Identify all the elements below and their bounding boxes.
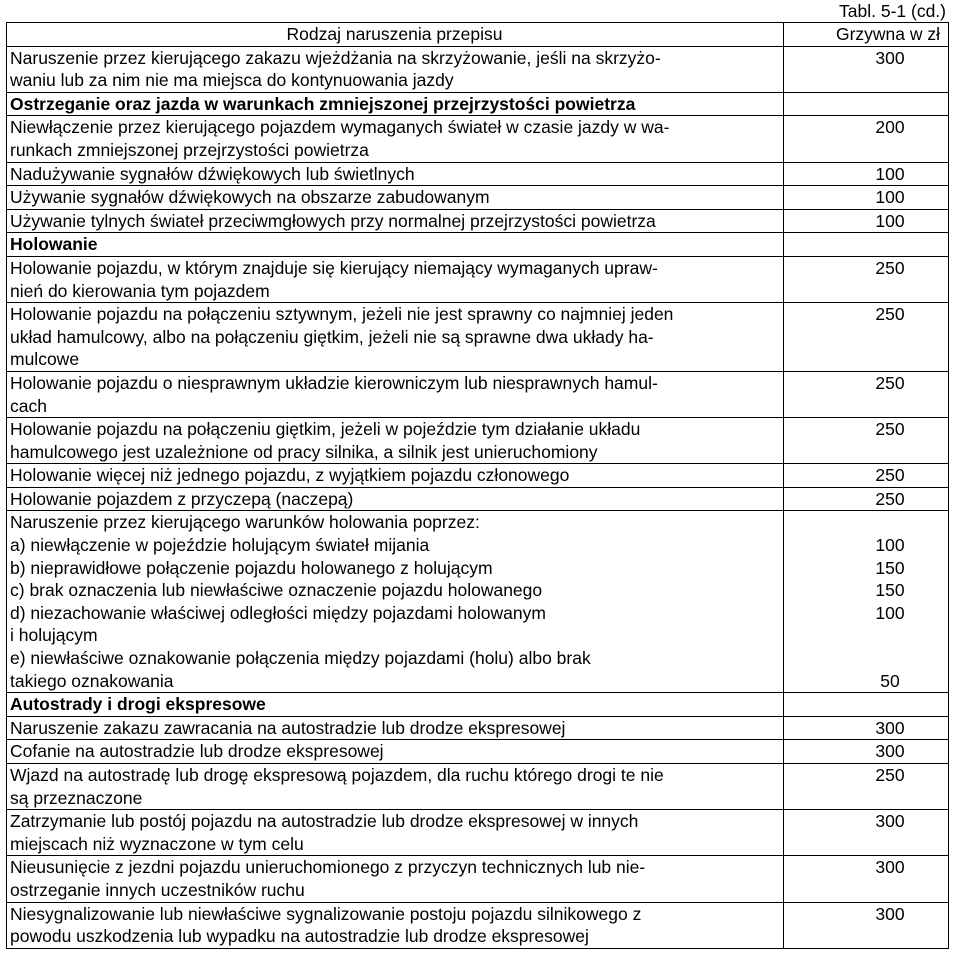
offense-row [7,464,949,488]
fine-amount: 300 [784,716,949,740]
list-intro-spacer [836,511,944,534]
offense-row [7,764,949,810]
list-item-fine: 150 [875,580,905,601]
category-fine-empty [784,233,949,257]
offense-description: Holowanie pojazdu, w którym znajduje się kierujący niemający wymaganych upraw- nień do kierowania tym pojazdem [7,256,784,302]
fine-amount: 300 [784,810,949,856]
offense-description: Wjazd na autostradę lub drogę ekspresową pojazdem, dla ruchu którego drogi te nie są przeznaczone [7,764,784,810]
offense-row [7,116,949,162]
offense-description: Zatrzymanie lub postój pojazdu na autostradzie lub drodze ekspresowej w innych miejscach niż wyznaczone w tym celu [7,810,784,856]
offense-row [7,186,949,210]
towing-conditions-fines [784,511,949,693]
list-item-fine: 50 [880,670,900,691]
offense-description: Naruszenie przez kierującego zakazu wjeżdżania na skrzyżowanie, jeśli na skrzyżo- waniu lub za nim nie ma miejsca do kontynuowania jazdy [7,46,784,92]
list-item: e) niewłaściwe oznakowanie połączenia między pojazdami (holu) albo brak takiego oznakowania [10,648,591,691]
list-item: a) niewłączenie w pojeździe holującym świateł mijania [10,535,430,556]
offense-row [7,256,949,302]
list-item-fine: 100 [875,535,905,556]
offense-row [7,740,949,764]
offense-row [7,209,949,233]
fine-amount: 250 [784,487,949,511]
offense-row [7,716,949,740]
fine-amount: 100 [784,162,949,186]
fines-table-body [7,23,949,949]
category-row [7,693,949,717]
offense-description: Holowanie pojazdu o niesprawnym układzie kierowniczym lub niesprawnych hamul- cach [7,371,784,417]
category-title: Holowanie [7,233,784,257]
fine-amount: 250 [784,418,949,464]
category-fine-empty [784,92,949,116]
category-row [7,233,949,257]
fine-amount: 250 [784,256,949,302]
offense-description: Niewłączenie przez kierującego pojazdem wymaganych świateł w czasie jazdy w wa- runkach zmniejszonej przejrzystości powietrza [7,116,784,162]
list-item-fine: 100 [875,602,905,623]
towing-conditions-row [7,511,949,693]
category-fine-empty [784,693,949,717]
table-header-row [7,23,949,47]
table-caption: Tabl. 5-1 (cd.) [839,1,946,21]
offense-row [7,46,949,92]
header-fine: Grzywna w zł [784,23,949,47]
offense-description: Niesygnalizowanie lub niewłaściwe sygnalizowanie postoju pojazdu silnikowego z powodu uszkodzenia lub wypadku na autostradzie lub drodze ekspresowej [7,902,784,948]
offense-description: Nieusunięcie z jezdni pojazdu unieruchomionego z przyczyn technicznych lub nie- ostrzeganie innych uczestników ruchu [7,856,784,902]
offense-row [7,371,949,417]
fine-amount: 300 [784,856,949,902]
offense-description: Naruszenie zakazu zawracania na autostradzie lub drodze ekspresowej [7,716,784,740]
list-item-fine-spacer [836,647,944,670]
fine-amount: 200 [784,116,949,162]
fine-amount: 300 [784,740,949,764]
offense-row [7,856,949,902]
offense-description: Nadużywanie sygnałów dźwiękowych lub świetlnych [7,162,784,186]
fine-amount: 250 [784,303,949,372]
fine-amount: 250 [784,371,949,417]
offense-description: Używanie sygnałów dźwiękowych na obszarze zabudowanym [7,186,784,210]
list-item-fine: 150 [875,557,905,578]
fine-amount: 100 [784,186,949,210]
offense-row [7,487,949,511]
fine-amount: 100 [784,209,949,233]
offense-row [7,303,949,372]
list-intro: Naruszenie przez kierującego warunków holowania poprzez: [10,512,480,533]
fines-table [6,22,949,949]
offense-row [7,810,949,856]
offense-row [7,162,949,186]
offense-description: Holowanie pojazdu na połączeniu giętkim, jeżeli w pojeździe tym działanie układu hamulcowego jest uzależnione od pracy silnika, a silnik jest unieruchomiony [7,418,784,464]
offense-row [7,418,949,464]
fine-amount: 300 [784,902,949,948]
towing-conditions-description [7,511,784,693]
list-item-fine-spacer [836,624,944,647]
fine-amount: 250 [784,764,949,810]
list-item: c) brak oznaczenia lub niewłaściwe oznaczenie pojazdu holowanego [10,580,543,601]
fine-amount: 250 [784,464,949,488]
offense-description: Cofanie na autostradzie lub drodze ekspresowej [7,740,784,764]
list-item: b) nieprawidłowe połączenie pojazdu holowanego z holującym [10,557,493,578]
offense-description: Holowanie pojazdem z przyczepą (naczepą) [7,487,784,511]
category-title: Ostrzeganie oraz jazda w warunkach zmniejszonej przejrzystości powietrza [7,92,784,116]
offense-row [7,902,949,948]
offense-description: Holowanie pojazdu na połączeniu sztywnym, jeżeli nie jest sprawny co najmniej jeden układ hamulcowy, albo na połączeniu giętkim, jeżeli nie są sprawne dwa układy ha- mulcowe [7,303,784,372]
list-item: d) niezachowanie właściwej odległości między pojazdami holowanym i holującym [10,602,546,646]
offense-description: Używanie tylnych świateł przeciwmgłowych przy normalnej przejrzystości powietrza [7,209,784,233]
offense-description: Holowanie więcej niż jednego pojazdu, z wyjątkiem pojazdu członowego [7,464,784,488]
category-title: Autostrady i drogi ekspresowe [7,693,784,717]
fine-amount: 300 [784,46,949,92]
header-offense: Rodzaj naruszenia przepisu [7,23,784,47]
category-row [7,92,949,116]
